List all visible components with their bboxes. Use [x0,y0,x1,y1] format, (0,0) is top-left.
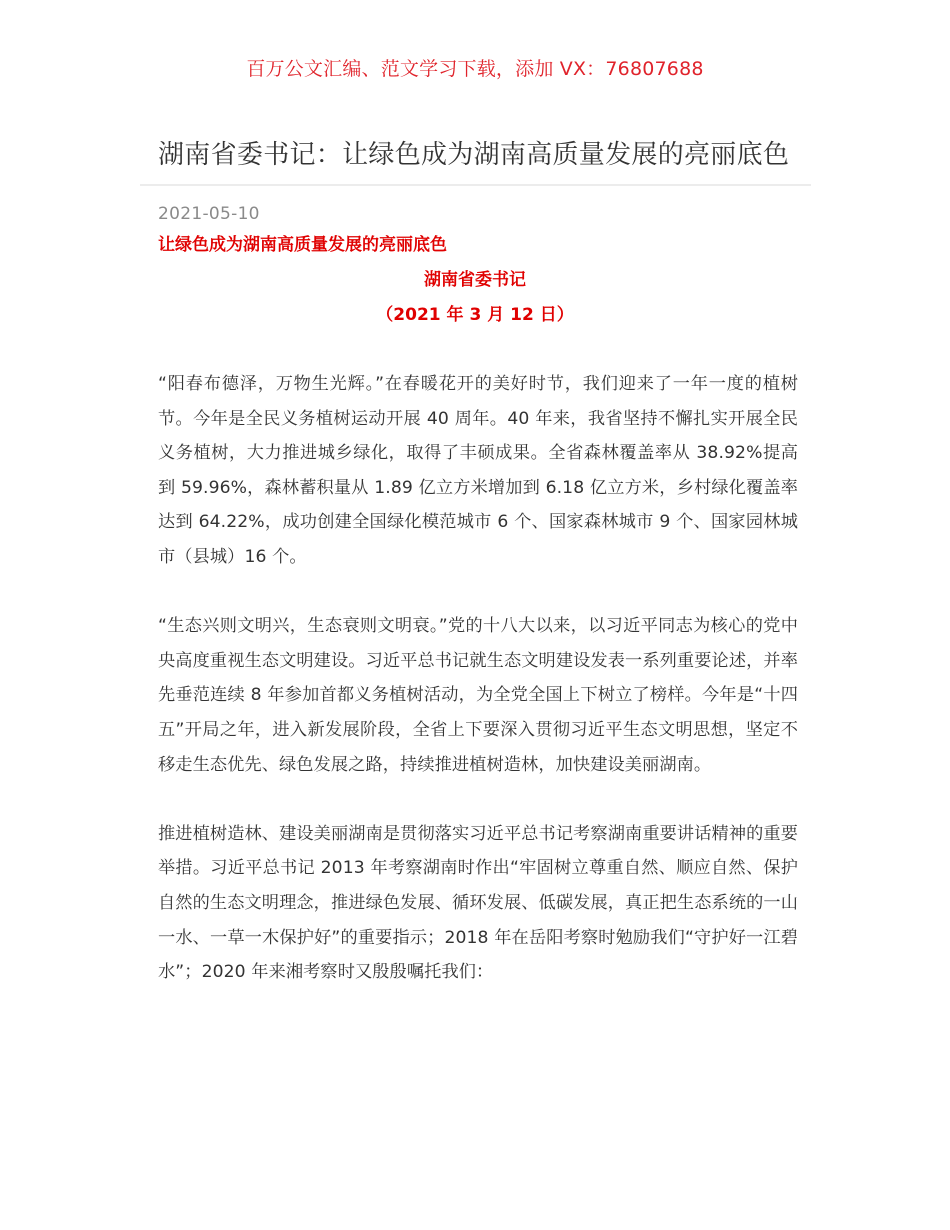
paragraph-2: “生态兴则文明兴，生态衰则文明衰。”党的十八大以来，以习近平同志为核心的党中央高度重视生态文明建设。习近平总书记就生态文明建设发表一系列重要论述，并率先垂范连续 8 年参加首都义务植树活动，为全党全国上下树立了榜样。今年是“十四五”开局之年，进入新发展阶段，全省上下要深入贯彻习近平生态文明思想，坚定不移走生态优先、绿色发展之路，持续推进植树造林，加快建设美丽湖南。 [158,616,798,775]
speech-date: （2021 年 3 月 12 日） [376,305,574,325]
page-title: 湖南省委书记：让绿色成为湖南高质量发展的亮丽底色 [158,140,790,170]
paragraph-3: 推进植树造林、建设美丽湖南是贯彻落实习近平总书记考察湖南重要讲话精神的重要举措。习近平总书记 2013 年考察湖南时作出“牢固树立尊重自然、顺应自然、保护自然的生态文明理念，推进绿色发展、循环发展、低碳发展，真正把生态系统的一山一水、一草一木保护好”的重要指示；2018 年在岳阳考察时勉励我们“守护好一江碧水”；2020 年来湘考察时又殷殷嘱托我们： [158,823,798,983]
publish-date: 2021-05-10 [158,204,260,224]
paragraph-1: “阳春布德泽，万物生光辉。”在春暖花开的美好时节，我们迎来了一年一度的植树节。今年是全民义务植树运动开展 40 周年。40 年来，我省坚持不懈扎实开展全民义务植树，大力推进城乡绿化，取得了丰硕成果。全省森林覆盖率从 38.92%提高到 59.96%，森林蓄积量从 1.89 亿立方米增加到 6.18 亿立方米，乡村绿化覆盖率达到 64.22%，成功创建全国绿化模范城市 6 个、国家森林城市 9 个、国家园林城市（县城）16 个。 [158,374,798,567]
article-subtitle: 让绿色成为湖南高质量发展的亮丽底色 [158,235,447,255]
title-divider [140,184,811,186]
promo-banner: 百万公文汇编、范文学习下载，添加 VX：76807688 [246,58,704,80]
article-author: 湖南省委书记 [424,270,526,290]
article-body [158,367,798,990]
